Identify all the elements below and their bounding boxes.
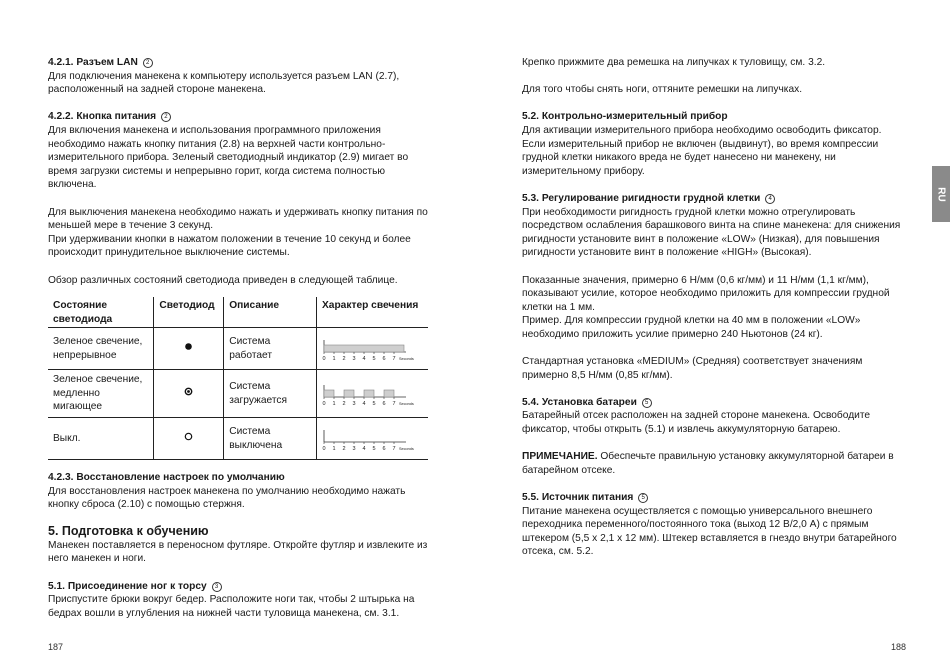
chart-tick-label: 4 [362,400,366,406]
desc-cell: Система загружается [224,370,317,418]
para-force-off: При удерживании кнопки в нажатом положении в течение 10 секунд и более происходит принудительное выключение системы. [48,233,411,259]
para-power-off: Для выключения манекена необходимо нажать и удерживать кнопку питания по меньшей мере в течение 3 секунд. [48,206,428,232]
table-row [48,418,428,460]
para-prep: Манекен поставляется в переносном футляре. Откройте футляр и извлеките из него манекен и ноги. [48,539,428,565]
pattern-continuous-chart [322,337,422,361]
page-number-left: 187 [48,642,64,652]
col-header-state: Состояние светодиода [48,297,154,328]
para-medium: Стандартная установка «MEDIUM» (Средняя) соответствует значениям примерно 8,5 Н/мм (0,85 кг/мм). [522,356,863,381]
pattern-cell [317,418,429,460]
right-page [522,56,907,559]
chart-tick-label: 0 [322,355,326,361]
chart-axis-unit: Seconds [399,356,414,361]
chart-on-bar [324,390,334,397]
chart-tick-label: 6 [382,445,386,451]
para-legs: Приспустите брюки вокруг бедер. Расположите ноги так, чтобы 2 штырька на бедрах вошли в углубления на нижней части туловища манекена, см. 3.1. [48,594,415,619]
led-filled-icon [184,342,193,351]
chart-tick-label: 4 [362,355,366,361]
chart-tick-label: 5 [372,445,376,451]
chart-tick-label: 3 [352,445,356,451]
para-values: Показанные значения, примерно 6 Н/мм (0,6 кг/мм) и 11 Н/мм (1,1 кг/мм), показывают усилие, которое необходимо приложить для компрессии грудной клетки на 1 мм. [522,274,890,313]
figure-ref-badge: 3 [212,582,222,592]
para-straps: Крепко прижмите два ремешка на липучках к туловищу, см. 3.2. [522,57,826,68]
desc-cell: Система выключена [224,418,317,460]
state-cell: Выкл. [48,418,154,460]
led-off-icon [184,432,193,441]
chart-tick-label: 1 [332,400,336,406]
para-note: ПРИМЕЧАНИЕ. Обеспечьте правильную установку аккумуляторной батареи в батарейном отсеке. [522,451,894,476]
desc-cell: Система работает [224,328,317,370]
para-example: Пример. Для компрессии грудной клетки на 40 мм в положении «LOW» необходимо приложить усилие примерно 240 Ньютонов (24 кг). [522,315,861,340]
table-row [48,370,428,418]
figure-ref-badge: 5 [638,493,648,503]
chart-tick-label: 4 [362,445,366,451]
left-page [48,56,433,620]
led-cell [154,370,224,418]
chart-on-bar [324,345,404,352]
figure-ref-badge: 5 [642,398,652,408]
chart-tick-label: 2 [342,445,346,451]
heading-4-2-1: 4.2.1. Разъем LAN 2 [48,56,433,70]
note-label: ПРИМЕЧАНИЕ. [522,451,598,463]
chart-axis-unit: Seconds [399,446,414,451]
chart-on-bar [384,390,394,397]
heading-5-4: 5.4. Установка батареи 5 [522,396,907,410]
para-power-supply: Питание манекена осуществляется с помощью универсального внешнего переходника переменного/постоянного тока (выход 12 В/2,0 А) с прямым штекером (5,5 x 2,1 x 12 мм). Штекер вставляется в гнездо внутри батарейного отсека, см. 5.2. [522,505,897,558]
chart-on-bar [364,390,374,397]
col-header-led: Светодиод [154,297,224,328]
page-number-right: 188 [891,642,907,652]
chart-tick-label: 0 [322,445,326,451]
heading-5-2: 5.2. Контрольно-измерительный прибор [522,111,728,123]
para-lan: Для подключения манекена к компьютеру используется разъем LAN (2.7), расположенный на задней стороне манекена. [48,70,400,96]
chart-tick-label: 6 [382,400,386,406]
heading-5: 5. Подготовка к обучению [48,523,209,538]
led-cell [154,418,224,460]
chart-tick-label: 5 [372,400,376,406]
figure-ref-badge: 2 [143,58,153,68]
language-tab: RU [932,166,950,222]
para-instrument: Для активации измерительного прибора необходимо освободить фиксатор. Если измерительный прибор не включен (выдвинут), во время компрессии грудной клетки никакого вреда не будет нанесено ни манекену, ни измерительному прибору. [522,124,882,177]
pattern-off-chart [322,427,422,451]
para-battery: Батарейный отсек расположен на задней стороне манекена. Освободите фиксатор, чтобы открыть (5.1) и извлечь аккумуляторную батарею. [522,410,871,436]
chart-tick-label: 3 [352,355,356,361]
state-cell: Зеленое свечение, непрерывное [48,328,154,370]
para-remove-legs: Для того чтобы снять ноги, оттяните ремешки на липучках. [522,84,803,96]
heading-5-1: 5.1. Присоединение ног к торсу 3 [48,580,433,594]
led-blinking-icon [184,387,193,396]
para-reset: Для восстановления настроек манекена по умолчанию необходимо нажать кнопку сброса (2.10) с помощью стержня. [48,485,406,511]
led-cell [154,328,224,370]
chart-tick-label: 7 [392,400,396,406]
led-status-table [48,297,428,460]
chart-tick-label: 7 [392,355,396,361]
chart-tick-label: 1 [332,445,336,451]
col-header-desc: Описание [224,297,317,328]
heading-5-5: 5.5. Источник питания 5 [522,491,907,505]
chart-tick-label: 2 [342,400,346,406]
heading-4-2-3: 4.2.3. Восстановление настроек по умолчанию [48,472,285,484]
chart-tick-label: 0 [322,400,326,406]
state-cell: Зеленое свечение, медленно мигающее [48,370,154,418]
figure-ref-badge: 4 [765,194,775,204]
chart-tick-label: 7 [392,445,396,451]
para-table-intro: Обзор различных состояний светодиода приведен в следующей таблице. [48,274,398,286]
pattern-cell [317,370,429,418]
heading-5-3: 5.3. Регулирование ригидности грудной клетки 4 [522,192,907,206]
para-stiffness: При необходимости ригидность грудной клетки можно отрегулировать посредством ослабления барашкового винта на спине манекена: для снижения ригидности установите винт в положение «LOW» (Низкая), для повышения ригидности установите винт в положение «HIGH» (Высокая). [522,206,901,259]
chart-tick-label: 1 [332,355,336,361]
figure-ref-badge: 2 [161,112,171,122]
pattern-cell [317,328,429,370]
chart-axis-unit: Seconds [399,401,414,406]
chart-on-bar [344,390,354,397]
chart-tick-label: 5 [372,355,376,361]
table-row [48,328,428,370]
pattern-blinking-chart [322,382,422,406]
para-power-on: Для включения манекена и использования программного приложения необходимо нажать кнопку питания (2.8) на верхней части контрольно-измерительного прибора. Зеленый светодиодный индикатор (2.9) мигает во время загрузки системы и непрерывно горит, когда система полностью включена. [48,124,409,191]
chart-tick-label: 3 [352,400,356,406]
col-header-pattern: Характер свечения [317,297,429,328]
chart-tick-label: 2 [342,355,346,361]
heading-4-2-2: 4.2.2. Кнопка питания 2 [48,110,433,124]
chart-tick-label: 6 [382,355,386,361]
